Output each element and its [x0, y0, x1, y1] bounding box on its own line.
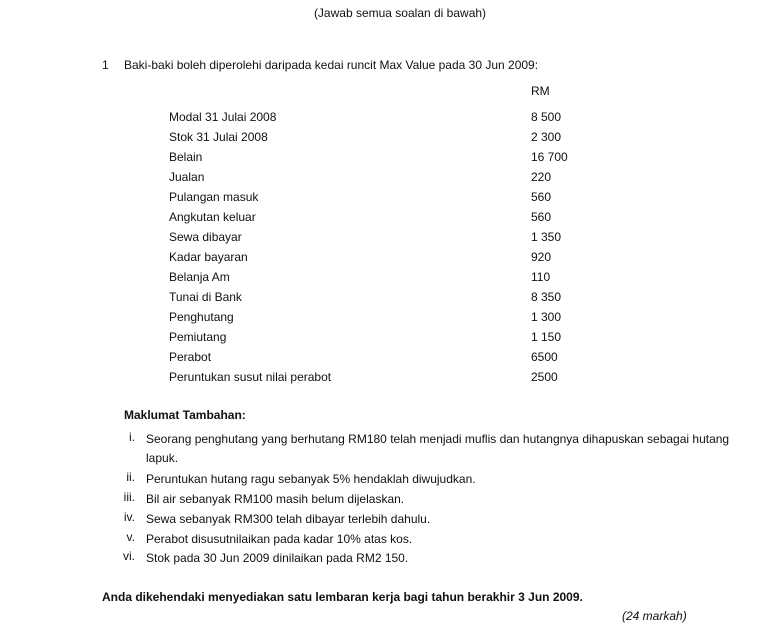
note-number: v. — [126, 530, 135, 544]
note-text: Seorang penghutang yang berhutang RM180 telah menjadi muflis dan hutangnya dihapuskan sebagai hutang lapuk. — [146, 432, 730, 465]
note-text: Bil air sebanyak RM100 masih belum dijelaskan. — [146, 492, 405, 506]
list-item — [0, 330, 768, 350]
list-item — [0, 310, 768, 330]
item-value: 6500 — [531, 350, 558, 364]
column-header-rm: RM — [531, 84, 550, 98]
item-value: 1 150 — [531, 330, 562, 344]
note-number: vi. — [123, 549, 135, 563]
item-label: Tunai di Bank — [169, 290, 242, 304]
note-number: iv. — [123, 510, 135, 524]
list-item — [0, 250, 768, 270]
item-value: 2 300 — [531, 130, 562, 144]
note-text: Stok pada 30 Jun 2009 dinilaikan pada RM2 150. — [146, 551, 409, 565]
item-label: Perabot — [169, 350, 212, 364]
instruction-text: (Jawab semua soalan di bawah) — [313, 6, 487, 20]
task-instruction: Anda dikehendaki menyediakan satu lembaran kerja bagi tahun berakhir 3 Jun 2009. — [102, 590, 583, 604]
item-value: 220 — [531, 170, 552, 184]
note-text: Perabot disusutnilaikan pada kadar 10% atas kos. — [146, 532, 413, 546]
item-value: 2500 — [531, 370, 558, 384]
list-item — [0, 130, 768, 150]
item-label: Penghutang — [169, 310, 234, 324]
item-value: 8 350 — [531, 290, 562, 304]
list-item — [0, 110, 768, 130]
list-item — [0, 350, 768, 370]
item-label: Belain — [169, 150, 203, 164]
list-item — [0, 290, 768, 310]
note-text: Sewa sebanyak RM300 telah dibayar terlebih dahulu. — [146, 512, 431, 526]
marks-label: (24 markah) — [622, 609, 687, 623]
item-value: 560 — [531, 210, 552, 224]
item-label: Stok 31 Julai 2008 — [169, 130, 268, 144]
question-number: 1 — [102, 58, 109, 72]
additional-info-heading: Maklumat Tambahan: — [124, 408, 246, 422]
item-label: Kadar bayaran — [169, 250, 248, 264]
list-item — [0, 210, 768, 230]
item-label: Sewa dibayar — [169, 230, 242, 244]
item-value: 1 300 — [531, 310, 562, 324]
note-text: Peruntukan hutang ragu sebanyak 5% hendaklah diwujudkan. — [146, 472, 476, 486]
note-number: iii. — [123, 490, 135, 504]
item-label: Pemiutang — [169, 330, 227, 344]
note-number: ii. — [126, 470, 135, 484]
item-label: Peruntukan susut nilai perabot — [169, 370, 332, 384]
item-value: 920 — [531, 250, 552, 264]
item-label: Pulangan masuk — [169, 190, 259, 204]
item-value: 110 — [531, 270, 551, 284]
item-value: 8 500 — [531, 110, 562, 124]
item-value: 1 350 — [531, 230, 562, 244]
item-label: Modal 31 Julai 2008 — [169, 110, 277, 124]
list-item — [0, 190, 768, 210]
item-label: Jualan — [169, 170, 205, 184]
item-value: 560 — [531, 190, 552, 204]
list-item — [0, 230, 768, 250]
item-label: Belanja Am — [169, 270, 230, 284]
list-item — [0, 170, 768, 190]
question-intro: Baki-baki boleh diperolehi daripada kedai runcit Max Value pada 30 Jun 2009: — [124, 58, 539, 72]
note-number: i. — [129, 430, 135, 444]
list-item — [0, 270, 768, 290]
item-value: 16 700 — [531, 150, 568, 164]
item-label: Angkutan keluar — [169, 210, 256, 224]
list-item — [0, 150, 768, 170]
list-item — [0, 370, 768, 390]
